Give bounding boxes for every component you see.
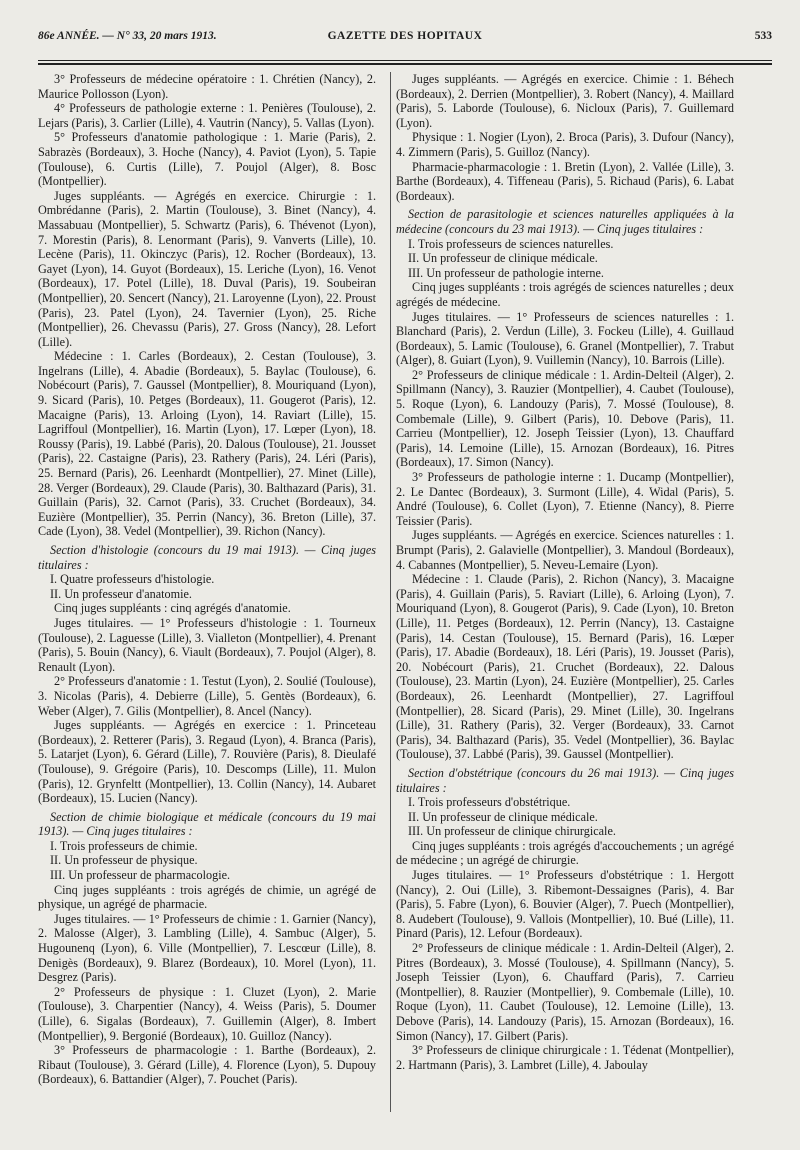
paragraph: Cinq juges suppléants : trois agrégés de sciences naturelles ; deux agrégés de médecine. bbox=[396, 280, 734, 309]
paragraph: Section d'histologie (concours du 19 mai 1913). — Cinq juges titulaires : bbox=[38, 543, 376, 572]
paragraph: III. Un professeur de pathologie interne. bbox=[408, 265, 604, 280]
paragraph: Médecine : 1. Carles (Bordeaux), 2. Cestan (Toulouse), 3. Ingelrans (Lille), 4. Abadie (Bordeaux), 5. Baylac (Toulouse), 6. Nobécourt (Paris), 7. Gaussel (Montpellier), 8. Mouriquand (Lyon), 9. Sicard (Paris), 10. Petges (Bordeaux), 11. Gougerot (Paris), 12. Macaigne (Paris), 13. Arloing (Lyon), 14. Raviart (Lille), 15. Lagriffoul (Montpellier), 16. Martin (Lyon), 17. Lœper (Lyon), 18. Roussy (Paris), 19. Labbé (Paris), 20. Dalous (Toulouse), 21. Jousset (Paris), 22. Castaigne (Paris), 23. Rathery (Paris), 24. Léri (Paris), 25. Bernard (Paris), 26. Leenhardt (Montpellier), 27. Minet (Lille), 28. Verger (Bordeaux), 29. Claude (Paris), 30. Balthazard (Paris), 31. Guillain (Paris), 32. Carnot (Paris), 33. Cruchet (Bordeaux), 34. Euzière (Montpellier), 35. Perrin (Nancy), 36. Breton (Lille), 37. Cade (Lyon), 38. Vedel (Montpellier), 39. Richon (Nancy). bbox=[38, 349, 376, 539]
paragraph: Cinq juges suppléants : cinq agrégés d'anatomie. bbox=[54, 601, 291, 616]
paragraph: 5° Professeurs d'anatomie pathologique : 1. Marie (Paris), 2. Sabrazès (Bordeaux), 3. Hoche (Nancy), 4. Paviot (Lyon), 5. Tapie (Toulouse), 6. Curtis (Lille), 7. Poujol (Alger), 8. Bosc (Montpellier). bbox=[38, 130, 376, 189]
right-column bbox=[396, 72, 734, 1072]
paragraph: I. Trois professeurs de sciences naturelles. bbox=[408, 236, 614, 251]
page-number: 533 bbox=[754, 30, 772, 42]
paragraph: Section d'obstétrique (concours du 26 mai 1913). — Cinq juges titulaires : bbox=[396, 765, 734, 795]
paragraph: II. Un professeur de physique. bbox=[50, 853, 198, 868]
column-divider bbox=[390, 72, 391, 1112]
paragraph: Médecine : 1. Claude (Paris), 2. Richon (Nancy), 3. Macaigne (Paris), 4. Guillain (Paris), 5. Raviart (Lille), 6. Arloing (Lyon), 7. Mouriquand (Lyon), 8. Gougerot (Paris), 9. Cade (Lyon), 10. Breton (Lille), 11. Petges (Bordeaux), 12. Perrin (Nancy), 13. Castaigne (Paris), 14. Cestan (Toulouse), 15. Bernard (Paris), 16. Lœper (Paris), 17. Abadie (Bordeaux), 18. Léri (Paris), 19. Jousset (Paris), 20. Nobécourt (Paris), 21. Cruchet (Bordeaux), 22. Dalous (Toulouse), 23. Martin (Lyon), 24. Euzière (Montpellier), 25. Carles (Bordeaux), 26. Leenhardt (Montpellier), 27. Lagriffoul (Montpellier), 28. Sicard (Paris), 29. Minet (Lille), 30. Ingelrans (Lille), 31. Rathery (Paris), 32. Verger (Bordeaux), 33. Carnot (Paris), 34. Balthazard (Paris), 35. Vedel (Montpellier), 36. Baylac (Toulouse), 37. Labbé (Paris), 39. Gaussel (Montpellier). bbox=[396, 572, 734, 762]
page-header bbox=[38, 30, 772, 50]
paragraph: I. Trois professeurs de chimie. bbox=[50, 838, 198, 853]
paragraph: I. Trois professeurs d'obstétrique. bbox=[408, 795, 571, 810]
paragraph: III. Un professeur de clinique chirurgicale. bbox=[408, 824, 616, 839]
paragraph: 2° Professeurs de clinique médicale : 1. Ardin-Delteil (Alger), 2. Pitres (Bordeaux), 3. Mossé (Toulouse), 4. Spillmann (Nancy), 5. Joseph Teissier (Lyon), 6. Chauffard (Paris), 7. Carrieu (Montpellier), 8. Rauzier (Montpellier), 9. Combemale (Lille), 10. Roque (Lyon), 11. Caubet (Toulouse), 12. Lemoine (Lille), 13. Debove (Paris), 14. Landouzy (Paris), 15. Arnozan (Bordeaux), 16. Simon (Nancy), 17. Gilbert (Paris). bbox=[396, 941, 734, 1043]
paragraph: 3° Professeurs de médecine opératoire : 1. Chrétien (Nancy), 2. Maurice Pollosson (Lyon). bbox=[38, 72, 376, 101]
paragraph: 3° Professeurs de pathologie interne : 1. Ducamp (Montpellier), 2. Le Dantec (Bordeaux), 3. Surmont (Lille), 4. Widal (Paris), 5. André (Toulouse), 6. Collet (Lyon), 7. Etienne (Nancy), 8. Pierre Teissier (Paris). bbox=[396, 470, 734, 528]
paragraph: Juges titulaires. — 1° Professeurs d'histologie : 1. Tourneux (Toulouse), 2. Laguesse (Lille), 3. Vialleton (Montpellier), 4. Prenant (Paris), 5. Bouin (Nancy), 6. Viault (Bordeaux), 7. Poujol (Alger), 8. Renault (Lyon). bbox=[38, 615, 376, 674]
paragraph: Cinq juges suppléants : trois agrégés de chimie, un agrégé de physique, un agrégé de pharmacie. bbox=[38, 882, 376, 912]
paragraph: Juges suppléants. — Agrégés en exercice. Chirurgie : 1. Ombrédanne (Paris), 2. Martin (Toulouse), 3. Binet (Nancy), 4. Massabuau (Montpellier), 5. Schwartz (Paris), 6. Thévenot (Lyon), 7. Morestin (Paris), 8. Lenormant (Paris), 9. Vanverts (Lille), 10. Lecène (Paris), 11. Okinczyc (Paris), 12. Rocher (Bordeaux), 13. Gayet (Lyon), 14. Guyot (Bordeaux), 15. Leriche (Lyon), 16. Venot (Bordeaux), 17. Potel (Lille), 18. Duval (Paris), 19. Soubeiran (Montpellier), 20. Sencert (Nancy), 21. Laroyenne (Lyon), 22. Proust (Paris), 23. Patel (Lyon), 24. Tavernier (Lyon), 25. Riche (Montpellier), 26. Chevassu (Paris), 27. Gross (Nancy), 28. Lefort (Lille). bbox=[38, 188, 376, 349]
paragraph: 4° Professeurs de pathologie externe : 1. Penières (Toulouse), 2. Lejars (Paris), 3. Carlier (Lille), 4. Vautrin (Nancy), 5. Vallas (Lyon). bbox=[38, 101, 376, 130]
paragraph: I. Quatre professeurs d'histologie. bbox=[50, 572, 215, 587]
header-rule-thick bbox=[38, 63, 772, 65]
paragraph: Juges titulaires. — 1° Professeurs d'obstétrique : 1. Hergott (Nancy), 2. Oui (Lille), 3. Ribemont-Dessaignes (Paris), 4. Bar (Paris), 5. Fabre (Lyon), 6. Bouvier (Alger), 7. Puech (Montpellier), 8. Audebert (Toulouse), 9. Vallois (Montpellier), 10. Bué (Lille), 11. Pinard (Paris), 12. Lefour (Bordeaux). bbox=[396, 868, 734, 941]
paragraph: Juges suppléants. — Agrégés en exercice. Chimie : 1. Béhech (Bordeaux), 2. Derrien (Montpellier), 3. Robert (Nancy), 4. Maillard (Paris), 5. Laborde (Toulouse), 6. Nicloux (Paris), 7. Guillemard (Lyon). bbox=[396, 72, 734, 130]
paragraph: Cinq juges suppléants : trois agrégés d'accouchements ; un agrégé de médecine ; un agrégé de chirurgie. bbox=[396, 838, 734, 868]
paragraph: Section de chimie biologique et médicale (concours du 19 mai 1913). — Cinq juges titulaires : bbox=[38, 809, 376, 839]
paragraph: Physique : 1. Nogier (Lyon), 2. Broca (Paris), 3. Dufour (Nancy), 4. Zimmern (Paris), 5. Guilloz (Nancy). bbox=[396, 130, 734, 159]
paragraph: 3° Professeurs de clinique chirurgicale : 1. Tédenat (Montpellier), 2. Hartmann (Paris), 3. Lambret (Lille), 4. Jaboulay bbox=[396, 1043, 734, 1072]
paragraph: 2° Professeurs de physique : 1. Cluzet (Lyon), 2. Marie (Toulouse), 3. Charpentier (Nancy), 4. Weiss (Paris), 5. Doumer (Lille), 6. Sigalas (Bordeaux), 7. Guillemin (Alger), 8. Imbert (Montpellier), 9. Bergonié (Bordeaux), 10. Guilloz (Nancy). bbox=[38, 984, 376, 1043]
paragraph: III. Un professeur de pharmacologie. bbox=[50, 868, 231, 883]
paragraph: 2° Professeurs de clinique médicale : 1. Ardin-Delteil (Alger), 2. Spillmann (Nancy), 3. Rauzier (Montpellier), 4. Caubet (Toulouse), 5. Roque (Lyon), 6. Landouzy (Paris), 7. Mossé (Toulouse), 8. Combemale (Lille), 9. Gilbert (Paris), 10. Debove (Paris), 11. Carrieu (Montpellier), 12. Joseph Teissier (Lyon), 13. Chauffard (Paris), 14. Lemoine (Lille), 15. Arnozan (Bordeaux), 16. Pitres (Bordeaux), 17. Simon (Nancy). bbox=[396, 367, 734, 470]
paragraph: 2° Professeurs d'anatomie : 1. Testut (Lyon), 2. Soulié (Toulouse), 3. Nicolas (Paris), 4. Debierre (Lille), 5. Gentès (Bordeaux), 6. Weber (Alger), 7. Gilis (Montpellier), 8. Ancel (Nancy). bbox=[38, 674, 376, 718]
paragraph: Section de parasitologie et sciences naturelles appliquées à la médecine (concours du 23 mai 1913). — Cinq juges titulaires : bbox=[396, 207, 734, 236]
paragraph: II. Un professeur de clinique médicale. bbox=[408, 809, 598, 824]
paragraph: II. Un professeur d'anatomie. bbox=[50, 586, 192, 601]
paragraph: 3° Professeurs de pharmacologie : 1. Barthe (Bordeaux), 2. Ribaut (Toulouse), 3. Gérard (Lille), 4. Florence (Lyon), 5. Dupouy (Bordeaux), 6. Battandier (Alger), 7. Pouchet (Paris). bbox=[38, 1043, 376, 1087]
issue-info: 86e ANNÉE. — N° 33, 20 mars 1913. bbox=[38, 30, 217, 42]
paragraph: Juges suppléants. — Agrégés en exercice. Sciences naturelles : 1. Brumpt (Paris), 2. Galavielle (Montpellier), 3. Mandoul (Bordeaux), 4. Cabannes (Montpellier), 5. Neveu-Lemaire (Lyon). bbox=[396, 528, 734, 572]
journal-title: GAZETTE DES HOPITAUX bbox=[327, 30, 483, 42]
paragraph: Pharmacie-pharmacologie : 1. Bretin (Lyon), 2. Vallée (Lille), 3. Barthe (Bordeaux), 4. Tiffeneau (Paris), 5. Richaud (Paris), 6. Labat (Bordeaux). bbox=[396, 159, 734, 203]
header-rule-thin bbox=[38, 60, 772, 61]
left-column bbox=[38, 72, 376, 1087]
paragraph: Juges suppléants. — Agrégés en exercice : 1. Princeteau (Bordeaux), 2. Retterer (Paris), 3. Regaud (Lyon), 4. Branca (Paris), 5. Latarjet (Lyon), 6. Gérard (Lille), 7. Rouvière (Paris), 8. Dieulafé (Toulouse), 9. Grégoire (Paris), 10. Descomps (Lille), 11. Mulon (Paris), 12. Grynfeltt (Montpellier), 13. Collin (Nancy), 14. Aubaret (Bordeaux), 15. Lucien (Nancy). bbox=[38, 718, 376, 806]
paragraph: Juges titulaires. — 1° Professeurs de sciences naturelles : 1. Blanchard (Paris), 2. Verdun (Lille), 3. Fockeu (Lille), 4. Guillaud (Bordeaux), 5. Lamic (Toulouse), 6. Granel (Montpellier), 7. Trabut (Alger), 8. Guiart (Lyon), 9. Vuillemin (Nancy), 10. Barrois (Lille). bbox=[396, 309, 734, 368]
paragraph: II. Un professeur de clinique médicale. bbox=[408, 251, 598, 266]
paragraph: Juges titulaires. — 1° Professeurs de chimie : 1. Garnier (Nancy), 2. Malosse (Alger), 3. Lambling (Lille), 4. Sambuc (Alger), 5. Hugounenq (Lyon), 6. Ville (Montpellier), 7. Lescœur (Lille), 8. Denigès (Bordeaux), 9. Blarez (Bordeaux), 10. Morel (Lyon), 11. Desgrez (Paris). bbox=[38, 911, 376, 985]
